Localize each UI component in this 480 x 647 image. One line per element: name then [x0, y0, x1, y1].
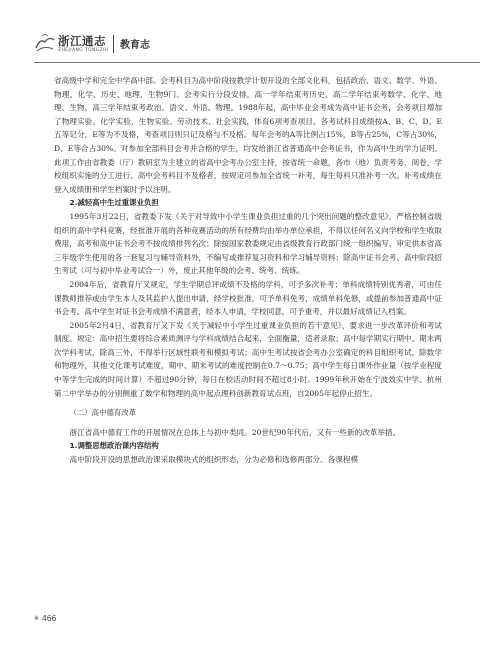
footer-mark-icon: ※: [34, 615, 40, 622]
paragraph: 1995年3月22日，省教委下发《关于对导致中小学生课业负担过重的几个突出问题的整改意见》，严格控制省级组织的高中学科竞赛，经批准开展的各种竞赛活动的所有经费均由举办单位承担，不得以任何名义向学校和学生收取费用，高考和高中证书会考不按成绩排列名次；除按国家教委规定由省级教育行政部门统一组织编写、审定供本省高三年级学生使用的各一套复习与辅导资料外，不编写或推荐复习资料和学习辅导资料；除高中证书会考、高中阶段招生考试（可与初中毕业考试合一）外，废止其他年级的会考、统考、统练。: [54, 211, 442, 276]
logo-subtitle: ZHEJIANG TONGZHI: [58, 48, 109, 53]
paragraph: 2005年2月4日，省教育厅又下发《关于减轻中小学生过重课业负担的若干意见》，要求进一步改革评价和考试制度。规定：高中招生要将综合素质测评与学科成绩结合起来，全面衡量，适者录取；高中每学期实行期中、期末两次学科考试，除高三外，不得举行区域性联考和模拟考试；高中生考试按省会考办公室确定的科目组织考试，除数学和物理外，其他文化课考试难度，期中、期末考试的难度控制在0.7～0.75；高中学生每日课外作业量（按学业程度中等学生完成的时间计算）不超过90分钟，每日在校活动时间不超过8小时。1999年秋开始在宁波效实中学、杭州第二中学举办的分别侧重了数学和物理的高中起点理科创新教育试点班，自2005年起停止招生。: [54, 320, 442, 398]
header-separator: [113, 35, 114, 53]
seal-emblem-icon: [34, 32, 56, 54]
paragraph: 高中阶段开设的思想政治课采取模块式的组织形态，分为必修和选修两部分。各课程模: [69, 455, 359, 465]
gazetteer-logo: [34, 30, 114, 60]
section-heading: （二）高中德育改革: [69, 408, 137, 418]
header-rule: [34, 62, 480, 63]
logo-title: 浙江通志: [58, 34, 106, 48]
paragraph: 2004年后，省教育厅又规定，学生学期总评成绩不及格的学科，可予多次补考；单科成绩特别优秀者，可由任课教师推荐或由学生本人及其监护人提出申请，经学校批准，可予单科免考，成绩单科免修，或提前参加普通高中证书会考。高中学生对证书会考成绩不满意者，经本人申请，学校同意，可予重考，并以最好成绩记入档案。: [54, 279, 442, 317]
section-title: 教育志: [120, 40, 150, 51]
page-number: 466: [42, 614, 57, 623]
page-footer: [34, 614, 56, 626]
page-body: [54, 74, 442, 467]
subsection-heading: 2.减轻高中生过重课业负担: [69, 198, 159, 208]
page-header: [0, 26, 480, 66]
paragraph-continuation: 省高级中学和完全中学高中部。会考科目为高中阶段按教学计划开设的全部文化科，包括政治、语文、数学、外语、物理、化学、历史、地理、生物9门。会考实行分段安排，高一学年结束考历史，高二学年结束考数学、化学、地理、生物，高三学年结束考政治、语文、外语、物理。1988年起，高中毕业会考成为高中证书会考，会考项目增加了物理实验、化学实验、生物实验、劳动技术、社会实践，体育6项考查项目。各考试科目成绩按A、B、C、D、E五等记分，E等为不及格，考查项目则只记及格与不及格。每年会考的A等比例占15%，B等占25%，C等占30%，D、E等合占30%。对参加全部科目会考并合格的学生，均发给浙江省普通高中会考证书，作为高中生的学力证明。此项工作由省教委（厅）教研室为主建立的省高中会考办公室主持，按省统一命题，各市（地）负责考务、阅卷，学校组织实施的分工进行。高中会考科目不及格者，按规定可参加全省统一补考，每生每科只准补考一次。补考成绩在登入成绩册和学生档案时予以注明。: [54, 76, 442, 194]
subsection-heading: 1.调整思想政治课内容结构: [69, 441, 159, 451]
paragraph: 浙江省高中德育工作的开展情况在总体上与初中类同。20世纪90年代后，又有一些新的改革举措。: [69, 427, 401, 437]
